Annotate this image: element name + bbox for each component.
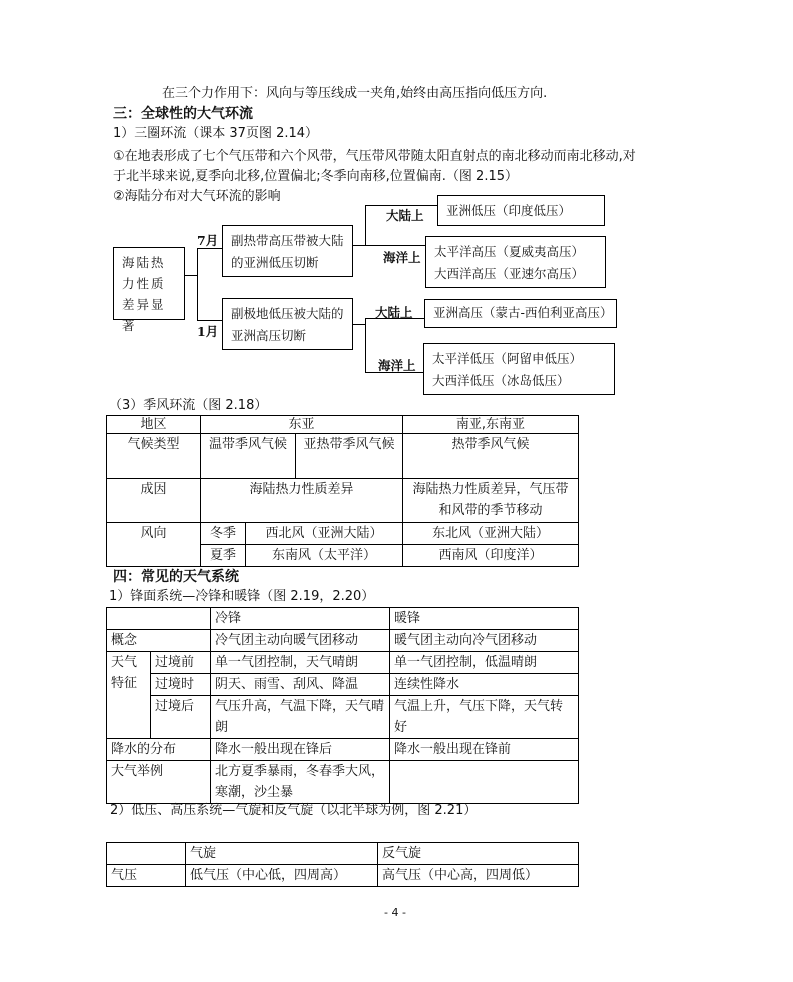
july-sea-box xyxy=(425,236,606,288)
cell: 冷气团主动向暖气团移动 xyxy=(211,630,390,652)
cell: 过境时 xyxy=(151,674,211,696)
cell: 温带季风气候 xyxy=(201,434,296,479)
cell: 东亚 xyxy=(201,416,403,434)
cell: 夏季 xyxy=(201,545,246,567)
cell: 热带季风气候 xyxy=(403,434,579,479)
label-january: 1月 xyxy=(197,324,219,339)
subheading-three-cell: 1）三圈环流（课本 37页图 2.14） xyxy=(113,126,319,141)
july-sea-line2: 大西洋高压（亚速尔高压） xyxy=(434,266,585,281)
cell: 北方夏季暴雨，冬春季大风，寒潮，沙尘暴 xyxy=(211,761,390,804)
label-sea-january: 海洋上 xyxy=(378,358,416,373)
cell: 亚热带季风气候 xyxy=(296,434,403,479)
cell: 降水的分布 xyxy=(107,739,211,761)
cell: 单一气团控制，低温晴朗 xyxy=(390,652,579,674)
january-sea-box xyxy=(423,343,615,395)
cell: 南亚,东南亚 xyxy=(403,416,579,434)
july-box: 副热带高压带被大陆的亚洲低压切断 xyxy=(222,225,353,277)
cell: 冷锋 xyxy=(211,608,390,630)
label-july: 7月 xyxy=(197,233,219,248)
cell: 单一气团控制，天气晴朗 xyxy=(211,652,390,674)
cell: 暖锋 xyxy=(390,608,579,630)
monsoon-table xyxy=(106,415,579,567)
cell: 概念 xyxy=(107,630,211,652)
section3-heading: 三：全球性的大气环流 xyxy=(113,106,253,122)
cell: 冬季 xyxy=(201,523,246,545)
cell: 西南风（印度洋） xyxy=(403,545,579,567)
july-land-box: 亚洲低压（印度低压） xyxy=(437,195,605,226)
cell: 降水一般出现在锋后 xyxy=(211,739,390,761)
cell: 气候类型 xyxy=(107,434,201,479)
cell: 东南风（太平洋） xyxy=(246,545,403,567)
jan-sea-line1: 太平洋低压（阿留申低压） xyxy=(432,351,583,366)
point1-line2: 于北半球来说,夏季向北移,位置偏北;冬季向南移,位置偏南.（图 2.15） xyxy=(113,169,518,184)
july-sea-line1: 太平洋高压（夏威夷高压） xyxy=(434,244,585,259)
cell: 大气举例 xyxy=(107,761,211,804)
cell: 连续性降水 xyxy=(390,674,579,696)
subheading-monsoon: （3）季风环流（图 2.18） xyxy=(109,398,268,413)
label-sea-july: 海洋上 xyxy=(383,250,421,265)
point1-line1: ①在地表形成了七个气压带和六个风带，气压带风带随太阳直射点的南北移动而南北移动,对 xyxy=(113,149,636,164)
cell: 天气特征 xyxy=(107,652,151,739)
cell: 气压 xyxy=(107,865,186,887)
subheading-cyclone: 2）低压、高压系统—气旋和反气旋（以北半球为例，图 2.21） xyxy=(110,803,477,818)
subheading-fronts: 1）锋面系统—冷锋和暖锋（图 2.19，2.20） xyxy=(109,589,375,604)
cell: 海陆热力性质差异 xyxy=(201,479,403,523)
cell: 成因 xyxy=(107,479,201,523)
section4-heading: 四：常见的天气系统 xyxy=(113,569,239,585)
intro-line: 在三个力作用下：风向与等压线成一夹角,始终由高压指向低压方向. xyxy=(162,86,548,101)
cell: 暖气团主动向冷气团移动 xyxy=(390,630,579,652)
cell xyxy=(390,761,579,804)
cell: 地区 xyxy=(107,416,201,434)
cell: 西北风（亚洲大陆） xyxy=(246,523,403,545)
fronts-table xyxy=(106,607,579,804)
cell: 低气压（中心低，四周高） xyxy=(186,865,378,887)
cell: 气压升高，气温下降，天气晴朗 xyxy=(211,696,390,739)
cell: 海陆热力性质差异，气压带和风带的季节移动 xyxy=(403,479,579,523)
cell: 东北风（亚洲大陆） xyxy=(403,523,579,545)
label-land-january: 大陆上 xyxy=(375,305,413,320)
diagram-root-box: 海陆热力性质差异显著 xyxy=(113,247,185,320)
jan-sea-line2: 大西洋低压（冰岛低压） xyxy=(432,373,570,388)
point2: ②海陆分布对大气环流的影响 xyxy=(113,189,281,204)
page-number: - 4 - xyxy=(384,906,406,919)
cell: 气温上升，气压下降，天气转好 xyxy=(390,696,579,739)
cyclone-table xyxy=(106,842,579,887)
january-land-box: 亚洲高压（蒙古-西伯利亚高压） xyxy=(424,299,617,328)
cell: 气旋 xyxy=(186,843,378,865)
label-land-july: 大陆上 xyxy=(386,208,424,223)
cell: 阴天、雨雪、刮风、降温 xyxy=(211,674,390,696)
cell: 高气压（中心高，四周低） xyxy=(378,865,579,887)
cell: 过境后 xyxy=(151,696,211,739)
january-box: 副极地低压被大陆的亚洲高压切断 xyxy=(222,298,353,350)
cell: 反气旋 xyxy=(378,843,579,865)
cell: 风向 xyxy=(107,523,201,567)
cell: 降水一般出现在锋前 xyxy=(390,739,579,761)
cell: 过境前 xyxy=(151,652,211,674)
